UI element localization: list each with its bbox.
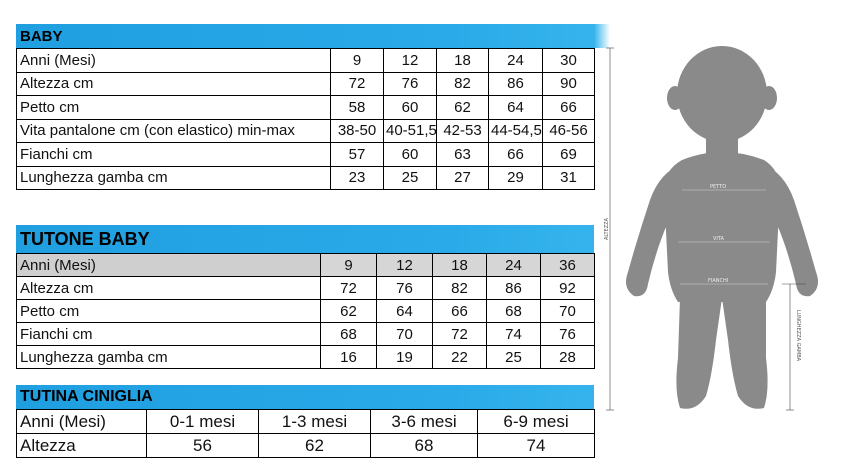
table-cell: 57 [331, 143, 384, 167]
table-cell: 76 [541, 323, 595, 346]
baby-size-table [16, 24, 594, 190]
table-header-row [17, 254, 595, 277]
table-cell: 29 [489, 166, 543, 190]
table-row [17, 96, 595, 120]
table-cell: 24 [489, 49, 543, 73]
table-cell: 92 [541, 277, 595, 300]
table-cell: 12 [377, 254, 433, 277]
table-cell: 28 [541, 346, 595, 369]
leg-bracket [782, 284, 806, 410]
row-label: Lunghezza gamba cm [17, 346, 321, 369]
table-cell: 31 [543, 166, 595, 190]
table-cell: 62 [321, 300, 377, 323]
table-cell: 76 [384, 72, 437, 96]
table-cell: 68 [321, 323, 377, 346]
table-cell: 63 [437, 143, 489, 167]
table-cell: 25 [384, 166, 437, 190]
row-label: Anni (Mesi) [17, 254, 321, 277]
table-cell: 18 [433, 254, 487, 277]
baby-table-title: BABY [16, 24, 594, 48]
table-cell: 19 [377, 346, 433, 369]
table-cell: 6-9 mesi [478, 410, 595, 434]
table-cell: 27 [437, 166, 489, 190]
table-cell: 18 [437, 49, 489, 73]
table-cell: 66 [543, 96, 595, 120]
row-label: Vita pantalone cm (con elastico) min-max [17, 119, 331, 143]
table-row [17, 143, 595, 167]
table-cell: 1-3 mesi [259, 410, 371, 434]
table-cell: 82 [437, 72, 489, 96]
baby-table-grid [16, 48, 595, 190]
table-cell: 60 [384, 96, 437, 120]
table-cell: 62 [437, 96, 489, 120]
table-cell: 25 [487, 346, 541, 369]
row-label: Fianchi cm [17, 323, 321, 346]
table-cell: 70 [377, 323, 433, 346]
table-row [17, 410, 595, 434]
table-row [17, 346, 595, 369]
table-cell: 56 [147, 434, 259, 458]
table-cell: 86 [487, 277, 541, 300]
table-cell: 46-56 [543, 119, 595, 143]
row-label: Altezza cm [17, 72, 331, 96]
table-cell: 70 [541, 300, 595, 323]
table-cell: 86 [489, 72, 543, 96]
table-cell: 64 [377, 300, 433, 323]
table-cell: 58 [331, 96, 384, 120]
table-cell: 9 [321, 254, 377, 277]
table-cell: 30 [543, 49, 595, 73]
table-cell: 3-6 mesi [371, 410, 478, 434]
baby-measurement-figure [598, 40, 850, 420]
table-cell: 90 [543, 72, 595, 96]
table-row [17, 323, 595, 346]
table-row [17, 49, 595, 73]
table-row [17, 300, 595, 323]
table-cell: 22 [433, 346, 487, 369]
lunghezza-gamba-label: LUNGHEZZA GAMBA [795, 310, 801, 362]
table-cell: 69 [543, 143, 595, 167]
table-cell: 44-54,5 [489, 119, 543, 143]
row-label: Lunghezza gamba cm [17, 166, 331, 190]
table-cell: 24 [487, 254, 541, 277]
row-label: Anni (Mesi) [17, 49, 331, 73]
petto-label: PETTO [710, 184, 727, 190]
row-label: Fianchi cm [17, 143, 331, 167]
table-cell: 72 [321, 277, 377, 300]
table-cell: 36 [541, 254, 595, 277]
table-row [17, 166, 595, 190]
tutina-table-grid [16, 409, 595, 458]
tutone-table-grid [16, 253, 595, 369]
table-cell: 42-53 [437, 119, 489, 143]
fianchi-label: FIANCHI [708, 278, 729, 284]
table-cell: 68 [371, 434, 478, 458]
table-row [17, 277, 595, 300]
table-cell: 82 [433, 277, 487, 300]
table-cell: 16 [321, 346, 377, 369]
table-cell: 12 [384, 49, 437, 73]
table-cell: 72 [433, 323, 487, 346]
row-label: Petto cm [17, 96, 331, 120]
baby-silhouette-icon [598, 40, 850, 420]
table-cell: 38-50 [331, 119, 384, 143]
row-label: Altezza [17, 434, 147, 458]
table-cell: 23 [331, 166, 384, 190]
table-cell: 64 [489, 96, 543, 120]
silhouette-shape [626, 46, 818, 409]
table-cell: 0-1 mesi [147, 410, 259, 434]
tutone-size-table [16, 225, 594, 369]
row-label: Altezza cm [17, 277, 321, 300]
table-cell: 62 [259, 434, 371, 458]
vita-label: VITA [713, 236, 724, 242]
table-cell: 76 [377, 277, 433, 300]
table-row [17, 434, 595, 458]
table-cell: 74 [478, 434, 595, 458]
tutina-size-table [16, 385, 594, 458]
table-cell: 74 [487, 323, 541, 346]
tutone-table-title: TUTONE BABY [16, 225, 594, 253]
table-cell: 66 [433, 300, 487, 323]
tutina-table-title: TUTINA CINIGLIA [16, 385, 594, 409]
altezza-label: ALTEZZA [604, 217, 610, 240]
table-cell: 9 [331, 49, 384, 73]
row-label: Petto cm [17, 300, 321, 323]
row-label: Anni (Mesi) [17, 410, 147, 434]
table-cell: 66 [489, 143, 543, 167]
table-cell: 60 [384, 143, 437, 167]
table-cell: 40-51,5 [384, 119, 437, 143]
table-row [17, 72, 595, 96]
table-row [17, 119, 595, 143]
table-cell: 72 [331, 72, 384, 96]
table-cell: 68 [487, 300, 541, 323]
